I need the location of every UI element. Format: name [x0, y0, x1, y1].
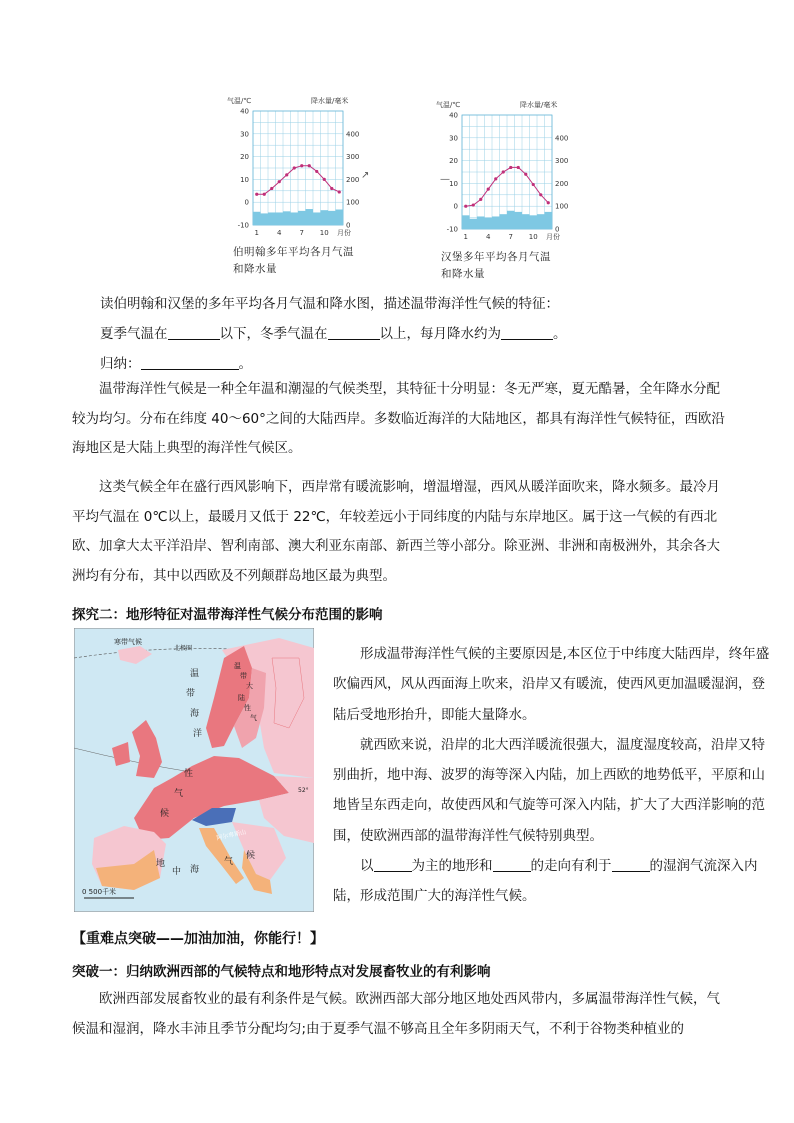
question-fill-line	[100, 322, 567, 342]
answer-blank-3[interactable]	[501, 325, 553, 340]
temp-tick: -10	[446, 225, 458, 234]
precip-bar	[336, 209, 344, 225]
precip-tick: 0	[555, 225, 560, 234]
arrow-mark-2: —	[440, 174, 450, 185]
answer-blank-1[interactable]	[168, 325, 220, 340]
map-label-char: 候	[246, 851, 256, 861]
map-label-char: 带	[240, 672, 247, 680]
precip-bar	[477, 216, 485, 229]
fill-text: 。	[553, 326, 567, 342]
precip-tick: 400	[555, 134, 569, 143]
temp-tick: 30	[240, 130, 249, 139]
map-label-char: 性	[244, 704, 251, 712]
answer-blank-4[interactable]	[374, 857, 412, 872]
temp-tick: 0	[453, 202, 458, 211]
precip-tick: 300	[346, 153, 360, 162]
month-tick: 10	[319, 229, 329, 237]
precip-bar	[283, 211, 291, 225]
section2-para2: 就西欧来说，沿岸的北大西洋暖流很强大，温度湿度较高，沿岸又特别曲折，地中海、波罗的海等深入内陆，加上西欧的地势低平，平原和山地皆呈东西走向，故使西风和气旋等可深入内陆，扩大了大西洋影响的范围，使欧洲西部的温带海洋性气候特别典型。	[333, 736, 765, 844]
europe-climate-map	[74, 628, 314, 912]
break-paragraph: 欧洲西部发展畜牧业的最有利条件是气候。欧洲西部大部分地区地处西风带内，多属温带海洋性气候，气候温和湿润，降水丰沛且季节分配均匀;由于夏季气温不够高且全年多阴雨天气，不利于谷物类种植业的	[72, 991, 720, 1037]
month-tick: 4	[486, 233, 491, 241]
temp-tick: 0	[244, 198, 249, 207]
precip-bar	[328, 211, 336, 225]
caption-line: 汉堡多年平均各月气温	[441, 251, 551, 263]
precip-bar	[306, 209, 314, 225]
paragraph-climate-intro: 温带海洋性气候是一种全年温和潮湿的气候类型，其特征十分明显：冬无严寒，夏无酷暑，全年降水分配较为均匀。分布在纬度 40～60°之间的大陆西岸。多数临近海洋的大陆地区，都具有海洋性气候特征，西欧沿海地区是大陆上典型的海洋性气候区。	[72, 381, 725, 456]
map-label-char: 大	[246, 682, 253, 690]
temp-tick: -10	[237, 221, 249, 230]
section2-fill	[333, 851, 773, 912]
precip-bar	[276, 212, 284, 225]
section2-para1: 形成温带海洋性气候的主要原因是,本区位于中纬度大陆西岸，终年盛吹偏西风，风从西面海上吹来，沿岸又有暖流，使西风更加温暖湿润，登陆后受地形抬升，即能大量降水。	[333, 646, 770, 723]
temperature-point	[278, 180, 281, 183]
precip-bar	[537, 214, 545, 229]
temperature-point	[494, 177, 497, 180]
temperature-point	[323, 178, 326, 181]
chart-caption-hamburg	[441, 249, 551, 283]
answer-blank-5[interactable]	[493, 857, 531, 872]
map-label-lat: 52°	[298, 787, 309, 794]
map-label-char: 候	[160, 809, 170, 819]
map-label-alps: 阿尔卑斯山	[215, 828, 247, 842]
precip-tick: 0	[346, 221, 351, 230]
temp-tick: 20	[449, 157, 458, 166]
temperature-point	[539, 193, 542, 196]
temperature-point	[547, 201, 550, 204]
precip-bar	[462, 215, 470, 229]
precip-bar	[253, 212, 261, 225]
precip-bar	[298, 211, 306, 225]
precip-bar	[313, 212, 321, 225]
map-label-char: 地	[156, 859, 166, 869]
map-label-char: 海	[190, 865, 200, 875]
arrow-mark: ↗	[361, 170, 370, 181]
fill-text: 的走向有利于	[530, 858, 612, 875]
temperature-point	[330, 187, 333, 190]
temperature-point	[255, 193, 258, 196]
break-heading: 突破一：归纳欧洲西部的气候特点和地形特点对发展畜牧业的有利影响	[72, 964, 491, 980]
temperature-point	[517, 166, 520, 169]
map-label-char: 陆	[238, 694, 245, 702]
map-label-char: 温	[234, 662, 241, 670]
caption-line: 和降水量	[233, 263, 277, 275]
temperature-point	[270, 187, 273, 190]
temp-tick: 10	[449, 179, 458, 188]
fill-text: 以	[360, 858, 374, 875]
map-label-cold: 寒带气候	[114, 638, 142, 646]
x-unit-label: 月份	[546, 233, 560, 241]
map-label-arctic: 北极圈	[174, 645, 193, 652]
map-label-char: 气	[224, 857, 234, 867]
y-left-label: 气温/℃	[227, 97, 252, 105]
temp-tick: 20	[240, 153, 249, 162]
map-label-char: 中	[172, 867, 182, 877]
precip-bar	[507, 211, 515, 229]
temperature-point	[472, 203, 475, 206]
temperature-point	[509, 166, 512, 169]
temp-tick: 40	[449, 111, 458, 120]
summary-blank[interactable]	[141, 355, 239, 370]
precip-bar	[522, 214, 530, 229]
hamburg-climate-chart	[434, 97, 574, 249]
precip-bar	[530, 215, 538, 229]
precip-bar	[321, 210, 329, 225]
precip-bar	[470, 219, 478, 229]
precip-tick: 400	[346, 130, 360, 139]
precip-tick: 100	[555, 202, 569, 211]
month-tick: 7	[508, 233, 513, 241]
precip-bar	[291, 212, 299, 225]
fill-text: 夏季气温在	[100, 326, 168, 342]
caption-line: 伯明翰多年平均各月气温	[233, 246, 354, 258]
precip-tick: 300	[555, 157, 569, 166]
temperature-point	[300, 164, 303, 167]
precip-tick: 100	[346, 198, 360, 207]
banner: 【重难点突破——加油加油，你能行！】	[72, 931, 324, 947]
x-unit-label: 月份	[337, 229, 351, 237]
fill-text: 。	[238, 356, 252, 372]
precip-tick: 200	[346, 175, 360, 184]
month-tick: 4	[277, 229, 282, 237]
precip-bar	[545, 212, 553, 229]
answer-blank-6[interactable]	[612, 857, 650, 872]
temp-tick: 40	[240, 107, 249, 116]
y-left-label: 气温/℃	[436, 101, 461, 109]
temp-tick: 10	[240, 175, 249, 184]
precip-bar	[500, 214, 508, 229]
temperature-point	[524, 173, 527, 176]
fill-text: 以上，每月降水约为	[379, 326, 501, 342]
temperature-point	[502, 170, 505, 173]
temperature-point	[308, 164, 311, 167]
precip-bar	[268, 212, 276, 225]
temperature-point	[263, 193, 266, 196]
precip-bar	[492, 216, 500, 229]
section-heading-2: 探究二：地形特征对温带海洋性气候分布范围的影响	[72, 607, 383, 623]
caption-line: 和降水量	[441, 268, 485, 280]
fill-text: 为主的地形和	[411, 858, 493, 875]
month-tick: 7	[299, 229, 304, 237]
map-label-char: 温	[190, 669, 200, 679]
temperature-point	[532, 183, 535, 186]
map-label-char: 洋	[193, 729, 203, 739]
temperature-point	[338, 190, 341, 193]
precip-bar	[261, 214, 269, 225]
temperature-point	[479, 198, 482, 201]
map-label-char: 带	[186, 689, 196, 699]
map-label-char: 气	[250, 714, 257, 722]
month-tick: 10	[528, 233, 538, 241]
temperature-point	[315, 170, 318, 173]
summary-line	[100, 352, 252, 372]
birmingham-climate-chart	[225, 93, 365, 245]
precip-tick: 200	[555, 179, 569, 188]
section2-body	[333, 639, 773, 912]
chart-caption-birmingham	[233, 244, 354, 278]
temperature-point	[285, 173, 288, 176]
temperature-point	[487, 188, 490, 191]
precip-bar	[485, 218, 493, 229]
y-right-label: 降水量/毫米	[311, 97, 349, 105]
map-scale: 0 500千米	[82, 888, 117, 896]
map-label-char: 性	[184, 769, 194, 779]
answer-blank-2[interactable]	[328, 325, 380, 340]
fill-text: 的湿润气流深入内陆，形成范围广大的海洋性气候。	[333, 858, 758, 905]
y-right-label: 降水量/毫米	[520, 101, 558, 109]
precip-bar	[515, 212, 523, 229]
fill-text: 以下，冬季气温在	[219, 326, 328, 342]
temperature-point	[293, 166, 296, 169]
map-label-char: 气	[174, 789, 184, 799]
month-tick: 1	[463, 233, 468, 241]
temperature-point	[464, 205, 467, 208]
question-intro: 读伯明翰和汉堡的多年平均各月气温和降水图，描述温带海洋性气候的特征：	[100, 296, 559, 312]
summary-label: 归纳：	[100, 356, 141, 372]
month-tick: 1	[254, 229, 259, 237]
map-label-char: 海	[190, 709, 200, 719]
temp-tick: 30	[449, 134, 458, 143]
paragraph-climate-detail: 这类气候全年在盛行西风影响下，西岸常有暖流影响，增温增湿，西风从暖洋面吹来，降水频多。最冷月平均气温在 0℃以上，最暖月又低于 22℃，年较差远小于同纬度的内陆与东岸地区。属于这一气候的有西北欧、加拿大太平洋沿岸、智利南部、澳大利亚东南部、新西兰等小部分。除亚洲、非洲和南极洲外，其余各大洲均有分布，其中以西欧及不列颠群岛地区最为典型。	[72, 479, 720, 584]
